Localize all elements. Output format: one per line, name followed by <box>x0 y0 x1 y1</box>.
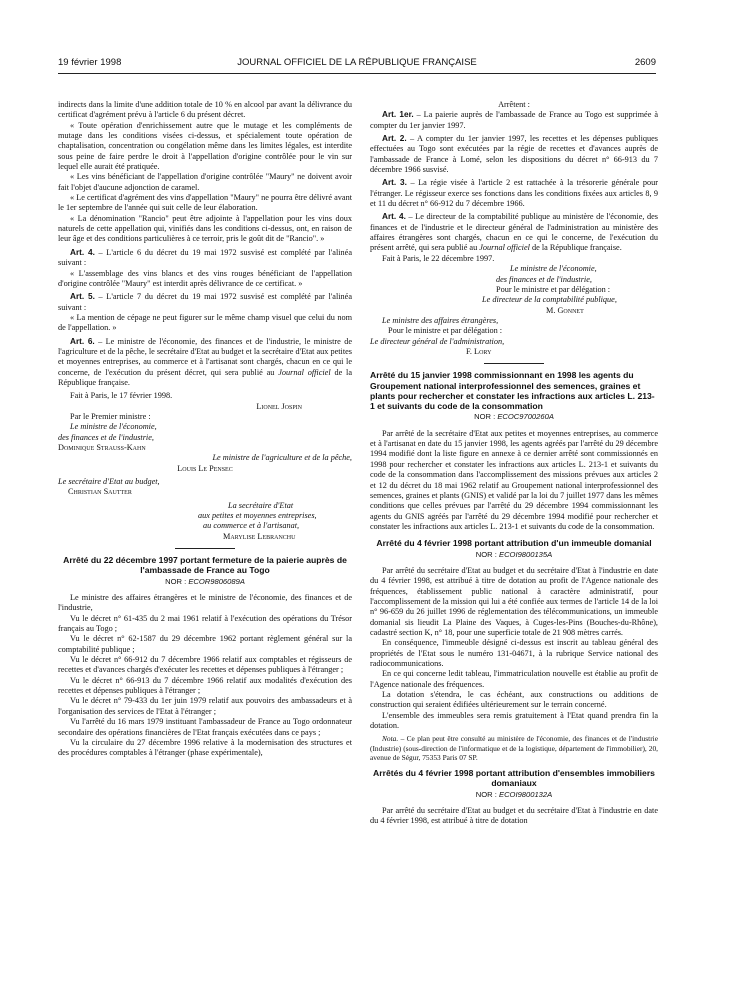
left-column <box>58 100 352 759</box>
paragraph: « Toute opération d'enrichissement autre que le mutage et les compléments de mutage dans les conditions visées ci-dessus, et spécialement toute opération de chaptalisation, concentration ou congélation même dans les limites légales, est interdite sous peine de faire perdre le droit à l'appellation d'origine contrôlée pour le vin sur lequel elle aurait été pratiquée. <box>58 120 352 172</box>
nota <box>370 734 658 762</box>
paragraph: Le ministre des affaires étrangères et le ministre de l'économie, des finances et de l'industrie, <box>58 593 352 613</box>
paragraph: indirects dans la limite d'une addition totale de 10 % en alcool par avant la délivrance du certificat d'agrément prévu à l'article 6 du présent décret. <box>58 100 352 120</box>
signature-line: Pour le ministre et par délégation : <box>496 284 611 294</box>
signature-title-text: Le secrétaire d'Etat au budget, <box>58 477 160 487</box>
visa-item: Vu le décret n° 66-913 du 7 décembre 1966 relatif aux modalités d'exécution des recettes et dépenses publiques à l'étranger ; <box>58 675 352 696</box>
section-heading: Arrêté du 4 février 1998 portant attribution d'un immeuble domanial <box>376 538 652 549</box>
signature-title <box>58 511 352 521</box>
nor-code: ECOC9700260A <box>497 412 554 422</box>
paragraph: « Les vins bénéficiant de l'appellation d'origine contrôlée "Maury" ne doivent avoir fait l'objet d'aucune adjonction de caramel. <box>58 172 352 192</box>
article-text: – La paierie auprès de l'ambassade de France au Togo est supprimée à compter du 1er janvier 1997. <box>370 110 658 130</box>
nor-reference <box>58 577 352 587</box>
signatory-name: F. Lory <box>466 346 492 356</box>
signature-title-text: aux petites et moyennes entreprises, <box>198 511 317 521</box>
signature-line: Pour le ministre et par délégation : <box>388 326 503 336</box>
article-text: de la République française. <box>58 367 353 387</box>
article-text: – Le directeur de la comptabilité publique au ministère de l'économie, des finances et de l'industrie et le directeur général de l'administration au ministère des affaires étrangères sont chargés, chacun en ce qui le concerne, de l'exécution du présent arrêté, qui sera publié au <box>370 212 659 253</box>
journal-name: Journal officiel <box>479 243 530 253</box>
signatory-name: Louis Le Pensec <box>177 463 233 473</box>
paragraph: Arrêtent : <box>498 100 530 109</box>
header-journal-title: JOURNAL OFFICIEL DE LA RÉPUBLIQUE FRANÇAISE <box>237 57 477 68</box>
paragraph: En ce qui concerne ledit tableau, l'immatriculation nouvelle est établie au profit de l'Agence nationale des fréquences. <box>370 669 658 689</box>
article-3 <box>370 178 658 209</box>
paragraph: Par arrêté du secrétaire d'Etat au budget et du secrétaire d'Etat à l'industrie en date du 4 février 1998, est attribué à titre de dotation au profit de l'Agence nationale des fréquences, établissement public national à caractère administratif, pour l'accomplissement de la mission qui lui a été confiée aux termes de l'article 14 de la loi n° 96-659 du 26 juillet 1996 de réglementation des télécommunications, un immeuble domanial sis lieudit La Plaine des Vaques, à Cuges-les-Pins (Bouches-du-Rhône), cadastré section K, n° 18, pour une superficie totale de 21 908 mètres carrés. <box>370 565 658 637</box>
paragraph: L'ensemble des immeubles sera remis gratuitement à l'Etat quand prendra fin la dotation. <box>370 710 658 731</box>
section-heading: Arrêtés du 4 février 1998 portant attribution d'ensembles immobiliers domaniaux <box>373 767 655 789</box>
nor-code: ECOI9800132A <box>499 789 553 799</box>
signature-title <box>58 521 352 531</box>
paragraph: Par arrêté du secrétaire d'Etat au budget et du secrétaire d'Etat à l'industrie en date du 4 février 1998, est attribué à titre de dotation <box>370 805 658 826</box>
visa-item: Vu le décret n° 66-912 du 7 décembre 1966 relatif aux comptables et régisseurs de recettes et d'avances chargés d'exécuter les recettes et dépenses publiques à l'étranger ; <box>58 655 352 675</box>
signature-title <box>370 264 658 274</box>
visa-item: Vu le décret n° 62-1587 du 29 décembre 1962 portant règlement général sur la comptabilité publique ; <box>58 634 352 654</box>
section-heading: Arrêté du 22 décembre 1997 portant fermeture de la paierie auprès de l'ambassade de France au Togo <box>63 555 347 576</box>
visa-item: Vu l'arrêté du 16 mars 1979 instituant l'ambassadeur de France au Togo ordonnateur secondaire des opérations financières de l'Etat français exécutées dans ce pays ; <box>58 717 352 737</box>
paragraph: Par arrêté de la secrétaire d'Etat aux petites et moyennes entreprises, au commerce et à l'artisanat en date du 15 janvier 1998, les agents agréés par l'arrêté du 29 décembre 1994 modifié dont la liste figure en annexe à ce dernier arrêté sont commissionnés en 1998 pour rechercher et constater les infractions aux articles L. 213-1 et suivants du code de la consommation dans l'accomplissement des missions prévues aux articles 2 et 12 du décret du 18 mai 1962 relatif au Groupement national interprofessionnel des semences, graines et plants (GNIS) et validé par la loi du 7 juillet 1977 dans les mêmes conditions que celles prévues par l'arrêté du 29 décembre 1994 commissionnant les agents du GNIS agréés par l'arrêté du 29 décembre 1994 modifié pour rechercher et constater les infractions aux articles L. 213-1 et suivants du code de la consommation. <box>370 428 658 531</box>
paragraph: « La dénomination "Rancio" peut être adjointe à l'appellation pour les vins doux naturels de cette appellation qui, vinifiés dans les conditions ci-dessus, ont, en raison de leur âge et des conditions particulières à ce terroir, pris le goût dit de "Rancio". » <box>58 213 352 244</box>
nor-reference <box>370 550 658 560</box>
signature-title-text: Le ministre de l'économie, <box>510 264 597 274</box>
signature-title <box>58 501 352 511</box>
article-label: Art. 5. <box>70 292 95 302</box>
signature-title-text: Le ministre de l'économie, <box>70 422 157 432</box>
article-6 <box>58 337 352 389</box>
signature-title <box>370 295 658 305</box>
signature-title <box>58 453 352 463</box>
article-text: de la République française. <box>529 243 622 253</box>
paragraph: « La mention de cépage ne peut figurer sur le même champ visuel que celui du nom de l'appellation. » <box>58 312 352 333</box>
article-4 <box>58 248 352 269</box>
signature-title-text: au commerce et à l'artisanat, <box>203 521 300 531</box>
signature-title-text: Le directeur de la comptabilité publique, <box>482 295 617 305</box>
article-label: Art. 4. <box>382 212 406 222</box>
article-label: Art. 3. <box>382 178 407 188</box>
header-date: 19 février 1998 <box>58 57 122 68</box>
paragraph: « Le certificat d'agrément des vins d'appellation "Maury" ne pourra être délivré avant le 1er septembre de l'année qui suit celle de leur élaboration. <box>58 193 352 213</box>
nota-text: – Ce plan peut être consulté au ministère de l'économie, des finances et de l'industrie (Industrie) (sous-direction de l'informatique et de la logistique, département de l'immobilier), 20, avenue de Ségur, 75353 Paris 07 SP. <box>370 734 658 762</box>
signature-title <box>58 433 352 443</box>
divider <box>175 548 235 549</box>
signatory-name: Marylise Lebranchu <box>223 531 296 541</box>
visa-item: Vu le décret n° 79-433 du 1er juin 1979 relatif aux pouvoirs des ambassadeurs et à l'organisation des services de l'Etat à l'étranger ; <box>58 696 352 716</box>
signature-title-text: des finances et de l'industrie, <box>58 432 154 442</box>
article-text: – L'article 6 du décret du 19 mai 1972 susvisé est complété par l'alinéa suivant : <box>58 247 352 268</box>
signature-title <box>58 422 352 432</box>
right-column <box>370 100 658 827</box>
journal-name: Journal officiel <box>278 367 331 377</box>
nor-code: ECOI9800135A <box>499 549 553 559</box>
nor-reference <box>370 412 658 422</box>
signature-date: Fait à Paris, le 22 décembre 1997. <box>382 253 495 263</box>
article-5 <box>58 292 352 313</box>
nor-label: NOR : <box>165 576 189 586</box>
signature-title-text: Le directeur général de l'administration, <box>370 336 505 346</box>
header-page-number: 2609 <box>634 57 656 68</box>
article-2 <box>370 134 658 175</box>
paragraph: « L'assemblage des vins blancs et des vins rouges bénéficiant de l'appellation d'origine contrôlée "Maury" est interdit après délivrance de ce certificat. » <box>58 268 352 288</box>
article-label: Art. 2. <box>382 134 407 144</box>
article-text: – La régie visée à l'article 2 est rattachée à la trésorerie générale pour l'étranger. Le régisseur exerce ses fonctions dans les conditions fixées aux articles 8, 9 et 11 du décret n° 66-912 du 7 décembre 1966. <box>370 178 658 209</box>
signature-title <box>370 316 658 326</box>
nor-reference <box>370 790 658 800</box>
divider <box>484 363 544 364</box>
article-text: – A compter du 1er janvier 1997, les recettes et les dépenses publiques effectuées au Togo sont exécutées par la régie de recettes et d'avances auprès de l'ambassade de France à Lomé, selon les dispositions du décret n° 66-913 du 7 décembre 1966 susvisé. <box>370 134 658 175</box>
article-label: Art. 4. <box>70 247 95 257</box>
paragraph: La dotation s'étendra, le cas échéant, aux constructions ou additions de construction qui seraient édifiées ultérieurement sur le terrain concerné. <box>370 689 658 710</box>
signatory-name: Christian Sautter <box>68 487 132 497</box>
signature-title-text: Le ministre de l'agriculture et de la pêche, <box>212 453 352 463</box>
section-heading: Arrêté du 15 janvier 1998 commissionnant en 1998 les agents du Groupement national interprofessionnel des semences, graines et plants pour rechercher et constater les infractions aux articles L. 213-1 et suivants du code de la consommation <box>370 370 655 412</box>
paragraph: En conséquence, l'immeuble désigné ci-dessus est inscrit au tableau général des propriétés de l'Etat sous le numéro 131-04671, à la rubrique Service national des radiocommunications. <box>370 638 658 668</box>
article-label: Art. 1er. <box>382 110 414 120</box>
signature-title <box>370 275 658 285</box>
article-label: Art. 6. <box>70 336 95 346</box>
signature-title <box>370 337 658 347</box>
signature-date: Fait à Paris, le 17 février 1998. <box>70 391 173 401</box>
article-text: – Le ministre de l'économie, des finances et de l'industrie, le ministre de l'agriculture et de la pêche, le secrétaire d'Etat au budget et la secrétaire d'Etat aux petites et moyennes entreprises, au commerce et à l'artisanat sont chargés, chacun en ce qui le concerne, de l'exécution du présent décret, qui sera publié au <box>58 336 352 377</box>
signature-title-text: Le ministre des affaires étrangères, <box>382 315 499 325</box>
nota-label: Nota. <box>382 734 399 744</box>
signatory-name: M. Gonnet <box>546 305 584 315</box>
signature-line: Par le Premier ministre : <box>70 411 151 421</box>
nor-code: ECOR9806089A <box>188 576 245 586</box>
signature-title-text: La secrétaire d'Etat <box>228 500 294 510</box>
nor-label: NOR : <box>475 549 499 559</box>
signatory-name: Lionel Jospin <box>256 401 302 411</box>
article-1 <box>370 110 658 131</box>
nor-label: NOR : <box>475 789 499 799</box>
nor-label: NOR : <box>474 412 498 422</box>
visa-item: Vu la circulaire du 27 décembre 1996 relative à la modernisation des structures et des procédures comptables à l'étranger (phase expérimentale), <box>58 737 352 758</box>
signatory-name: Dominique Strauss-Kahn <box>58 443 146 452</box>
article-text: – L'article 7 du décret du 19 mai 1972 susvisé est complété par l'alinéa suivant : <box>58 292 352 312</box>
signature-title-text: des finances et de l'industrie, <box>496 274 592 284</box>
article-4 <box>370 212 658 253</box>
page-header <box>58 57 656 74</box>
visa-item: Vu le décret n° 61-435 du 2 mai 1961 relatif à l'exécution des opérations du Trésor français au Togo ; <box>58 613 352 634</box>
signature-title <box>58 477 352 487</box>
